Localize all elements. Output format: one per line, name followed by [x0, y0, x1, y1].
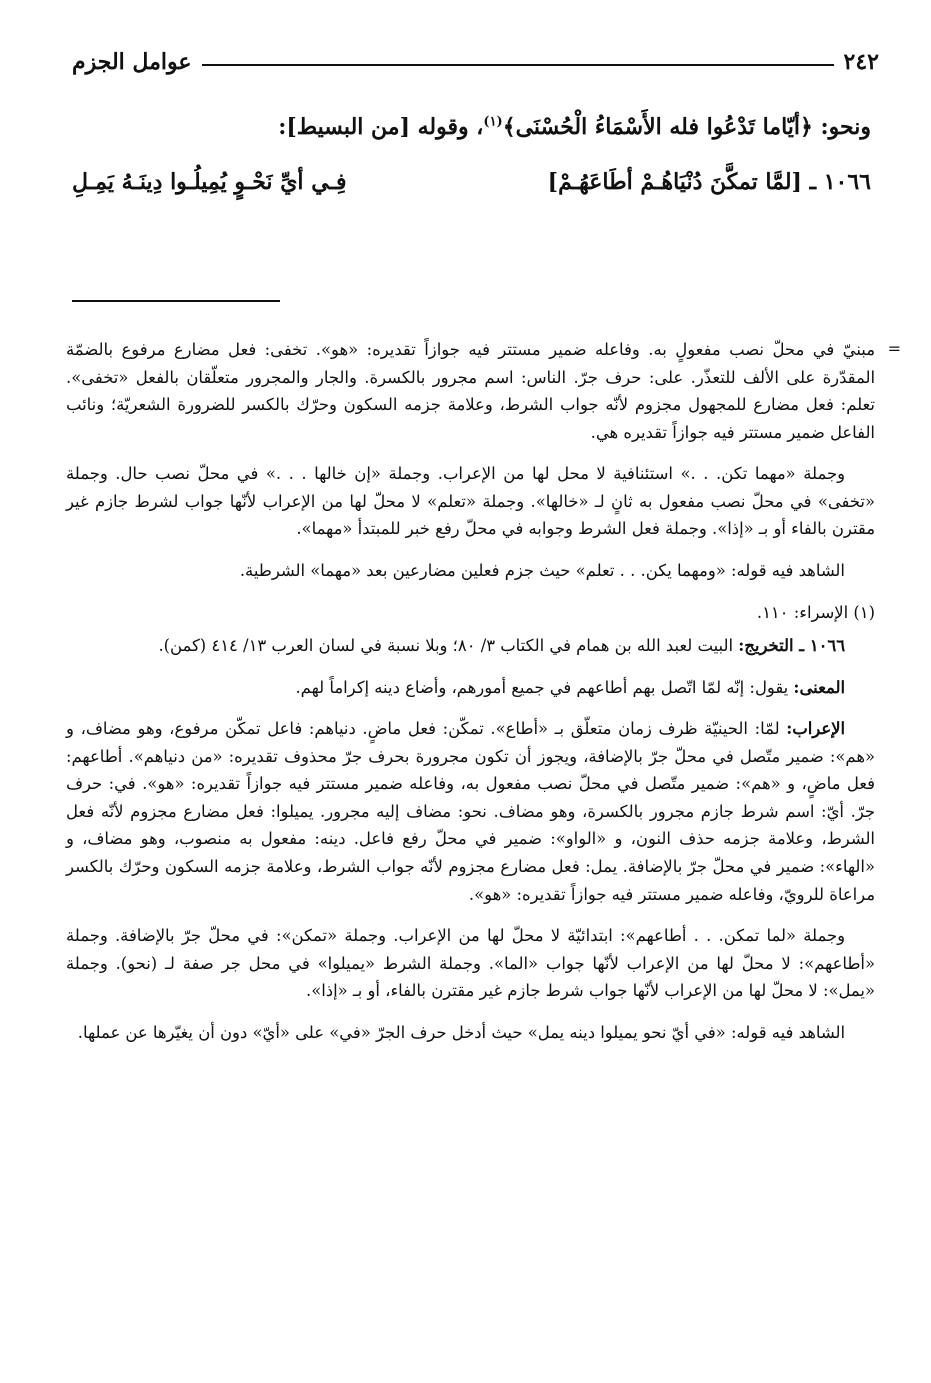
intro-text: ونحو: ﴿أيّاما تَدْعُوا فله الأَسْمَاءُ الْحُسْنَى﴾: [502, 114, 871, 140]
intro-line: [72, 112, 871, 143]
chapter-title: عوامل الجزم: [72, 49, 192, 75]
meaning-text: يقول: إنّه لمّا اتّصل بهم أطاعهم في جميع أمورهم، وأضاع دينه إكراماً لهم.: [295, 677, 789, 697]
meaning-label: المعنى:: [793, 677, 845, 697]
continuation-mark: =: [887, 339, 901, 358]
footnote-irab: [66, 715, 875, 908]
footnote-continued-paragraph: [66, 336, 901, 446]
footnote-shahid-2: الشاهد فيه قوله: «في أيّ نحو يميلوا دينه يمل» حيث أدخل حرف الجرّ «في» على «أيّ» دون أن يغيّرها عن عملها.: [77, 1022, 845, 1042]
footnote-meaning: [66, 674, 875, 702]
footnote-takhrij: [66, 632, 875, 660]
footnote-ref: (١): [483, 114, 503, 130]
footnote-sentences-paragraph: وجملة «مهما تكن. . .» استئنافية لا محل لها من الإعراب. وجملة «إن خالها . . .» في محلّ نصب حال. وجملة «تخفى» في محلّ نصب مفعول به ثانٍ لـ «خالها». وجملة «تعلم» لا محلّ لها من الإعراب لأنّها جواب لشرط جازم غير مقترن بالفاء أو بـ «إذا». وجملة فعل الشرط وجوابه في محلّ رفع خبر للمبتدأ «مهما».: [66, 464, 875, 539]
intro-tail: ، وقوله [من البسيط]:: [278, 114, 484, 140]
header-rule: [202, 64, 834, 66]
footnote-sentences-2: وجملة «لما تمكن. . . أطاعهم»: ابتدائيّة لا محلّ لها من الإعراب. وجملة «تمكن»: في محلّ جرّ بالإضافة. وجملة «أطاعهم»: لا محلّ لها من الإعراب لأنّها جواب «الما». وجملة الشرط «يميلوا» في محل جر صفة لـ (نحو). وجملة «يمل»: لا محلّ لها من الإعراب لأنّها جواب شرط جازم غير مقترن بالفاء، أو بـ «إذا».: [66, 926, 875, 1001]
footnote-separator: [72, 300, 280, 302]
footnote-continued-text: مبنيّ في محلّ نصب مفعولٍ به. وفاعله ضمير مستتر فيه جوازاً تقديره: «هو». تخفى: فعل مضارع مرفوع بالضمّة المقدّرة على الألف للتعذّر. على: حرف جرّ. الناس: اسم مجرور بالكسرة. والجار والمجرور متعلّقان بالفعل «تخفى». تعلم: فعل مضارع للمجهول مجزوم لأنّه جواب الشرط، وعلامة جزمه السكون وحرّك بالكسر للضرورة الشعريّة؛ ونائب الفاعل ضمير مستتر فيه جوازاً تقديره هي.: [66, 340, 875, 442]
verse-first-hemistich: ١٠٦٦ ـ [لمَّا تمكَّنَ دُنْيَاهُـمْ أطَاعَهُـمْ]: [547, 169, 871, 195]
verse-second-hemistich: فِـي أيِّ نَحْـوٍ يُمِيلُـوا دِينَـهُ يَمِـلِ: [72, 169, 347, 195]
page-header: [72, 44, 879, 80]
takhrij-label: ١٠٦٦ ـ التخريج:: [738, 636, 845, 656]
footnotes: [66, 336, 901, 1060]
page-number: ٢٤٢: [843, 49, 879, 75]
irab-text: لمّا: الحينيّة ظرف زمان متعلّق بـ «أطاع». تمكّن: فعل ماضٍ. دنياهم: فاعل تمكّن مرفوع، وهو مضاف، و «هم»: ضمير متّصل في محلّ جرّ بالإضافة، ويجوز أن تكون مجرورة بحرف جرّ محذوف تقديره: «من دنياهم». أطاعهم: فعل ماضٍ، و «هم»: ضمير متّصل في محلّ نصب مفعول به، وفاعله ضمير مستتر فيه جوازاً تقديره: «هو». في: حرف جرّ. أيّ: اسم شرط جازم مجرور بالكسرة، وهو مضاف. نحو: مضاف إليه مجرور. يميلوا: فعل مضارع مجزوم لأنّه فعل الشرط، وعلامة جزمه حذف النون، و «الواو»: ضمير في محلّ رفع فاعل. دينه: مفعول به منصوب، وهو مضاف، و «الهاء»: ضمير في محلّ جرّ بالإضافة. يمل: فعل مضارع مجزوم لأنّه جواب الشرط، وعلامة جزمه السكون وحرّك بالكسر مراعاة للرويّ، وفاعله ضمير مستتر فيه جوازاً تقديره: «هو».: [66, 719, 875, 904]
takhrij-text: البيت لعبد الله بن همام في الكتاب ٣/ ٨٠؛ وبلا نسبة في لسان العرب ١٣/ ٤١٤ (كمن).: [158, 636, 734, 656]
footnote-1: (١) الإسراء: ١١٠.: [756, 602, 875, 622]
irab-label: الإعراب:: [786, 719, 845, 739]
footnote-shahid-paragraph: الشاهد فيه قوله: «ومهما يكن. . . تعلم» حيث جزم فعلين مضارعين بعد «مهما» الشرطية.: [239, 560, 845, 580]
poem-verse: [72, 162, 871, 202]
